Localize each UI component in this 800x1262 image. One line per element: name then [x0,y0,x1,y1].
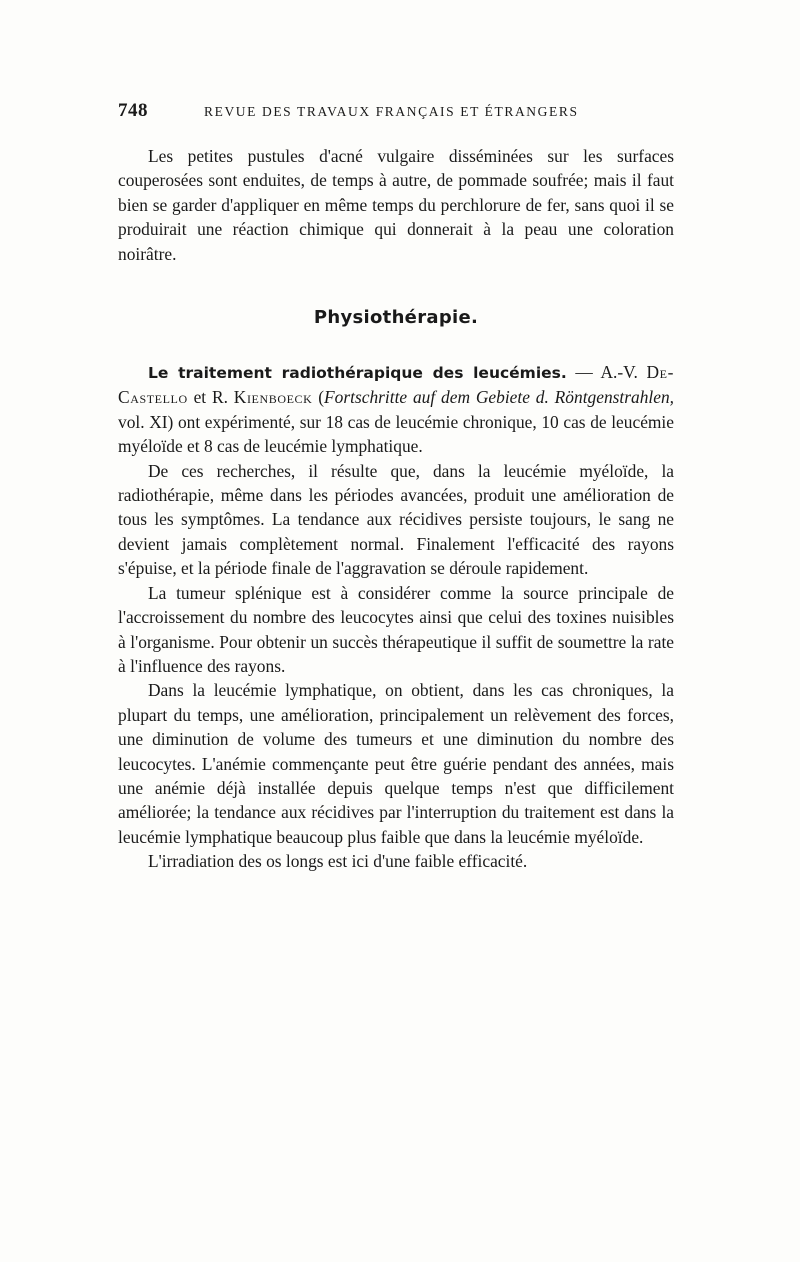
citation-rest: vol. XI) ont expérimenté, sur 18 cas de leucémie chronique, 10 cas de leucémie myéloïde et 8 cas de leucémie lymphatique. [118,411,674,457]
page-number: 748 [118,100,148,121]
author2-initial: R. [211,387,234,408]
citation-open: ( [312,387,325,408]
author-conjunction: et [187,387,212,408]
article-paragraph-1: De ces recherches, il résulte que, dans la leucémie myéloïde, la radiothérapie, même dans les périodes avancées, produit une amélioration de tous les symptômes. La tendance aux récidives persiste toujours, le sang ne devient jamais complètement normal. Finalement l'efficacité des rayons s'épuise, et la période finale de l'aggravation se déroule rapidement. [118,460,674,579]
section-heading: Physiothérapie. [313,307,479,329]
article-paragraph-2: La tumeur splénique est à considérer comme la source principale de l'accroissement du nombre des leucocytes ainsi que celui des toxines nuisibles à l'organisme. Pour obtenir un succès thérapeutique il suffit de soumettre la rate à l'influence des rayons. [118,582,674,676]
author1-initials: A.-V. [600,362,647,383]
article-title: Le traitement radiothérapique des leucémies. [148,364,567,383]
page [118,100,674,874]
article-paragraph-3: Dans la leucémie lymphatique, on obtient, dans les cas chroniques, la plupart du temps, une amélioration, principalement un relèvement des forces, une diminution de volume des tumeurs et une diminution du nombre des leucocytes. L'anémie commençante peut être guérie pendant des années, mais une anémie déjà installée depuis quelque temps n'est que difficilement améliorée; la tendance aux récidives par l'interruption du traitement est dans la leucémie lymphatique beaucoup plus faible que dans la leucémie myéloïde. [118,680,674,847]
author2-name: Kienboeck [233,387,313,408]
running-head [118,100,674,134]
journal-title: REVUE DES TRAVAUX FRANÇAIS ET ÉTRANGERS [204,104,579,119]
journal-citation: Fortschritte auf dem Gebiete d. Röntgenstrahlen, [324,387,674,408]
title-dash: — [566,362,601,383]
intro-paragraph: Les petites pustules d'acné vulgaire disséminées sur les surfaces couperosées sont enduites, de temps à autre, de pommade soufrée; mais il faut bien se garder d'appliquer en même temps du perchlorure de fer, sans quoi il se produirait une réaction chimique qui donnerait à la peau une coloration noirâtre. [118,146,674,264]
article-paragraph-4: L'irradiation des os longs est ici d'une faible efficacité. [148,851,528,872]
article-lead-paragraph [118,360,674,459]
author1-name: De-Castello [118,362,674,408]
